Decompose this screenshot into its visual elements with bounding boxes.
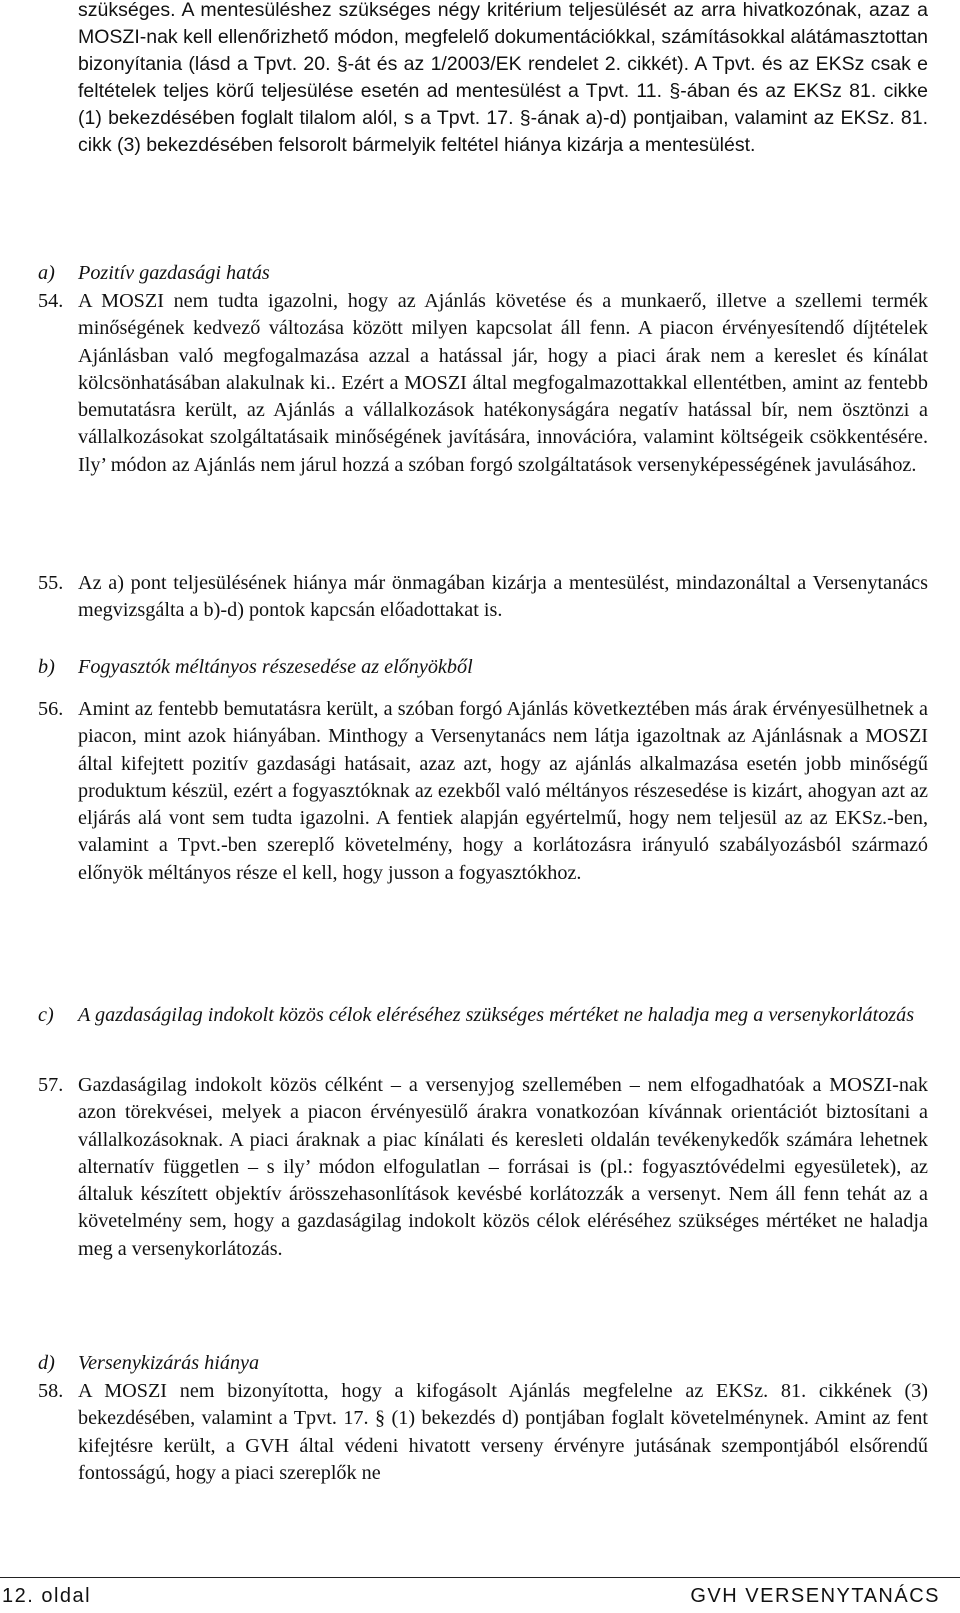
footer-divider [0, 1577, 960, 1578]
paragraph-text: Amint az fentebb bemutatásra került, a szóban forgó Ajánlás következtében más árak érvényesülhetnek a piacon, mint azok hiányában. Minthogy a Versenytanács nem látja igazoltnak az Ajánlásnak a MOSZI által kifejtett pozitív gazdasági hatásait, azaz azt, hogy az ajánlás alkalmazása esetén jobb minőségű produktum készül, ezért a fogyasztóknak az ezekből való méltányos részesedése is kizárt, ahogyan azt az eljárás alá vont sem tudta igazolni. A fentiek alapján egyértelmű, hogy nem teljesül az az EKSz.-ben, valamint a Tpvt.-ben szereplő követelmény, hogy a korlátozásra irányuló szabályozásból származó előnyök méltányos része el kell, hogy jusson a fogyasztókhoz. [78, 698, 928, 884]
section-title-a: Pozitív gazdasági hatás [78, 262, 270, 284]
intro-paragraph: szükséges. A mentesüléshez szükséges négy kritérium teljesülését az arra hivatkozónak, azaz a MOSZI-nak kell ellenőrizhető módon, megfelelő dokumentációkkal, számításokkal alátámasztottan bizonyítania (lásd a Tpvt. 20. §-át és az 1/2003/EK rendelet 2. cikkét). A Tpvt. és az EKSz csak e feltételek teljes körű teljesülése esetén ad mentesülést a Tpvt. 11. §-ában és az EKSz 81. cikke (1) bekezdésében foglalt tilalom alól, s a Tpvt. 17. §-ának a)-d) pontjaiban, valamint az EKSz. 81. cikk (3) bekezdésében felsorolt bármelyik feltétel hiánya kizárja a mentesülést. [78, 0, 928, 156]
paragraph-56 [38, 696, 928, 887]
paragraph-number: 56. [38, 698, 64, 720]
paragraph-58 [38, 1378, 928, 1487]
section-heading-c [38, 1002, 928, 1029]
paragraph-number: 54. [38, 290, 64, 312]
section-label-a: a) [38, 262, 55, 284]
section-heading-a [38, 260, 928, 287]
paragraph-number: 55. [38, 572, 64, 594]
paragraph-number: 58. [38, 1380, 64, 1402]
paragraph-text: Az a) pont teljesülésének hiánya már önmagában kizárja a mentesülést, mindazonáltal a Versenytanács megvizsgálta a b)-d) pontok kapcsán előadottakat is. [78, 572, 928, 622]
footer-organization: GVH VERSENYTANÁCS [690, 1585, 940, 1607]
paragraph-54 [38, 288, 928, 479]
paragraph-text: A MOSZI nem tudta igazolni, hogy az Ajánlás követése és a munkaerő, illetve a szellemi termék minőségének kedvező változása között milyen kapcsolat áll fenn. A piacon érvényesítendő díjtételek Ajánlásban való megfogalmazása azzal a hatással jár, hogy a piaci árak nem a kereslet és kínálat kölcsönhatásában alakulnak ki.. Ezért a MOSZI által megfogalmazottakkal ellentétben, amint az fentebb bemutatásra került, az Ajánlás a vállalkozások hatékonyságára negatív hatással bír, nem ösztönzi a vállalkozásokat szolgáltatásaik minőségének javítására, innovációra, valamint költségeik csökkentésére. Ily’ módon az Ajánlás nem járul hozzá a szóban forgó szolgáltatások versenyképességének javulásához. [78, 290, 928, 476]
section-title-b: Fogyasztók méltányos részesedése az előnyökből [78, 656, 473, 678]
section-label-c: c) [38, 1004, 54, 1026]
paragraph-57 [38, 1072, 928, 1263]
section-heading-d [38, 1350, 928, 1377]
paragraph-text: A MOSZI nem bizonyította, hogy a kifogásolt Ajánlás megfelelne az EKSz. 81. cikkének (3) bekezdésében, valamint a Tpvt. 17. § (1) bekezdés d) pontjában foglalt követelménynek. Amint az fent kifejtésre került, a GVH által védeni hivatott verseny érvényre jutásának szempontjából elsőrendű fontosságú, hogy a piaci szereplők ne [78, 1380, 928, 1484]
section-heading-b [38, 654, 928, 681]
section-title-c: A gazdaságilag indokolt közös célok eléréséhez szükséges mértéket ne haladja meg a versenykorlátozás [78, 1004, 915, 1026]
footer-page-number: 12. oldal [2, 1585, 92, 1607]
paragraph-text: Gazdaságilag indokolt közös célként – a versenyjog szellemében – nem elfogadhatóak a MOSZI-nak azon törekvései, melyek a piacon érvényesülő árakra vonatkozóan kívánnak orientációt biztosítani a vállalkozásoknak. A piaci áraknak a piac kínálati és keresleti oldalán tevékenykedők számára lehetnek alternatív független – s ily’ módon elfogulatlan – forrásai is (pl.: fogyasztóvédelmi egyesületek), az általuk készített objektív árösszehasonlítások kevésbé korlátozzák a versenyt. Nem áll fenn tehát az a követelmény sem, hogy a gazdaságilag indokolt közös célok eléréséhez szükséges mértéket ne haladja meg a versenykorlátozás. [78, 1074, 928, 1260]
section-title-d: Versenykizárás hiánya [78, 1352, 260, 1374]
paragraph-number: 57. [38, 1074, 64, 1096]
paragraph-55 [38, 570, 928, 625]
section-label-b: b) [38, 656, 55, 678]
section-label-d: d) [38, 1352, 55, 1374]
